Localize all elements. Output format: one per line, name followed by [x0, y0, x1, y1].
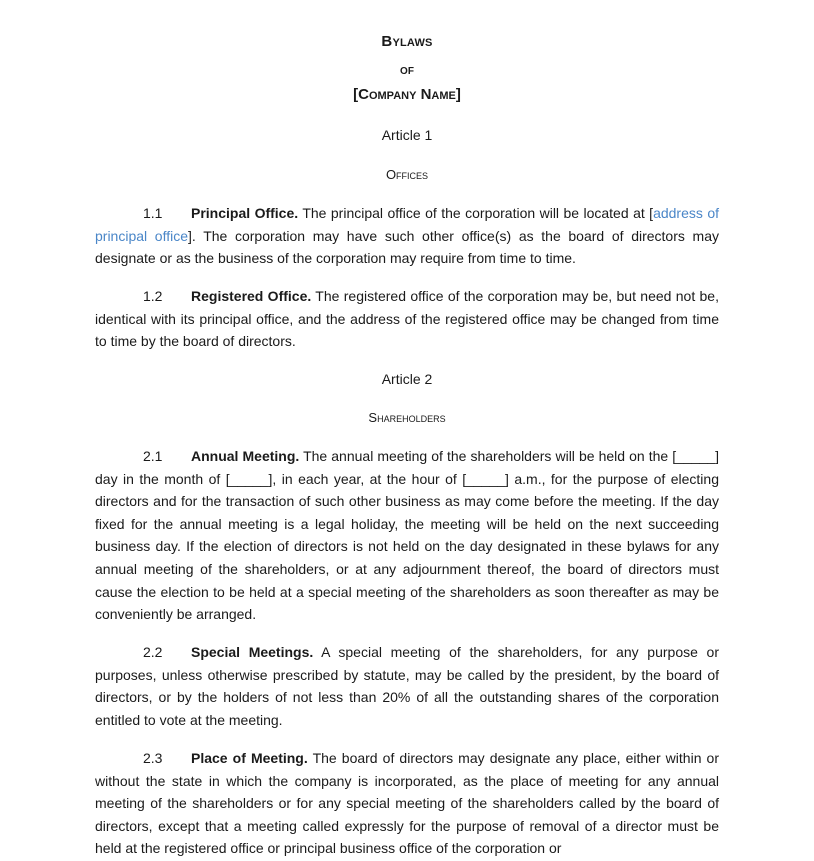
section-number: 2.3: [143, 750, 163, 766]
section-2-1: [95, 445, 719, 626]
section-1-2: [95, 285, 719, 353]
section-number: 1.1: [143, 205, 163, 221]
section-text: ]. The corporation may have such other office(s) as the board of directors may designate or as the business of the corporation may require from time to time.: [95, 227, 719, 267]
section-number: 2.1: [143, 448, 163, 464]
section-lead: Annual Meeting.: [191, 448, 300, 464]
section-lead: Special Meetings.: [191, 644, 314, 660]
document-title-of: of: [400, 61, 414, 77]
section-text: The board of directors may designate any place, either within or without the state in which the company is incorporated, as the place of meeting for any annual meeting of the shareholders or for any special meeting of the shareholders called by the board of directors, except that a meeting called expressly for the purpose of removal of a director must be held at the registered office or principal business office of the corporation or: [95, 750, 720, 857]
document-title: Bylaws: [381, 33, 433, 50]
section-lead: Place of Meeting.: [191, 750, 308, 766]
article-1-label: Article 1: [381, 127, 433, 143]
article-1-heading: Offices: [385, 167, 429, 182]
section-text: A special meeting of the shareholders, for any purpose or purposes, unless otherwise prescribed by statute, may be called by the president, by the board of directors, or by the holders of not less than 20% of all the outstanding shares of the corporation entitled to vote at the meeting.: [95, 644, 719, 728]
section-text: The registered office of the corporation may be, but need not be, identical with its principal office, and the address of the registered office may be changed from time to time by the board of directors.: [95, 288, 719, 350]
section-2-3: [95, 747, 719, 860]
section-2-2: [95, 641, 719, 731]
company-name-placeholder: [Company Name]: [353, 86, 461, 103]
article-2-label: Article 2: [381, 371, 433, 387]
section-number: 2.2: [143, 644, 163, 660]
principal-office-placeholder[interactable]: address of principal office: [95, 205, 719, 244]
section-text: The annual meeting of the shareholders will be held on the [_____] day in the month of [_____], in each year, at the hour of [_____] a.m., for the purpose of electing directors and for the transaction of such other business as may come before the meeting. If the day fixed for the annual meeting is a legal holiday, the meeting will be held on the next succeeding business day. If the election of directors is not held on the day designated in these bylaws for any annual meeting of the shareholders, or at any adjournment thereof, the board of directors must cause the election to be held at a special meeting of the shareholders as soon thereafter as may be conveniently be arranged.: [95, 448, 719, 623]
section-lead: Registered Office.: [191, 288, 312, 304]
section-1-1: [95, 202, 719, 270]
section-lead: Principal Office.: [191, 205, 299, 221]
section-number: 1.2: [143, 288, 163, 304]
section-text: The principal office of the corporation will be located at [: [298, 205, 654, 221]
article-2-heading: Shareholders: [368, 410, 446, 425]
